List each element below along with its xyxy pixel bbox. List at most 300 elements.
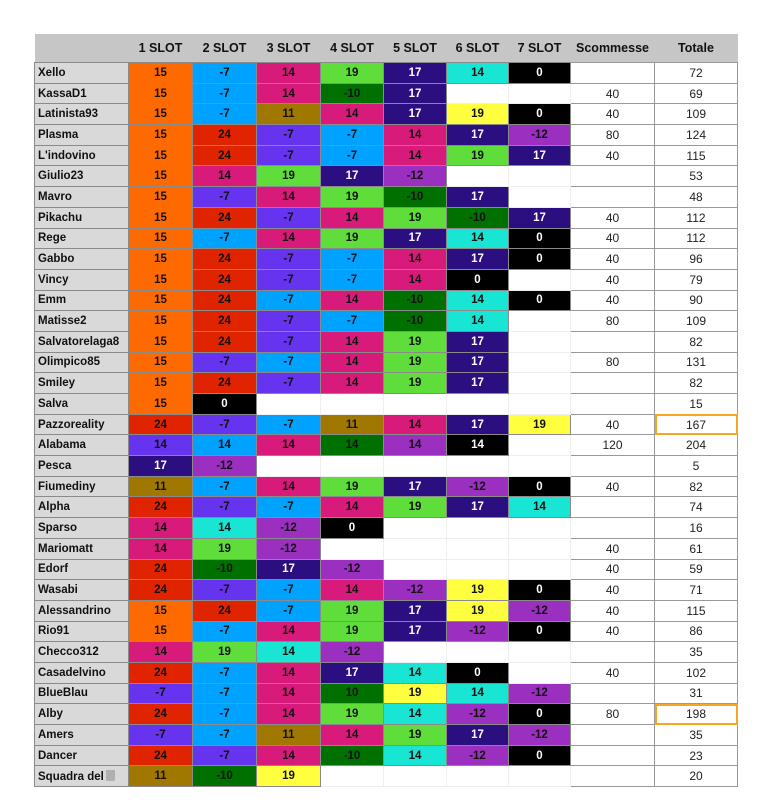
slot-cell: 15 xyxy=(129,249,193,270)
slot-cell: -12 xyxy=(384,580,447,601)
scommesse-cell xyxy=(571,394,655,415)
table-row xyxy=(35,456,738,477)
slot-cell: -12 xyxy=(447,621,509,642)
slot-cell: 15 xyxy=(129,621,193,642)
player-name xyxy=(35,456,129,477)
slot-cell: 24 xyxy=(129,704,193,725)
player-name xyxy=(35,662,129,683)
scommesse-cell xyxy=(571,497,655,518)
totale-cell: 69 xyxy=(655,83,738,104)
player-name xyxy=(35,207,129,228)
slot-cell: -7 xyxy=(129,725,193,746)
table-row xyxy=(35,352,738,373)
table-row xyxy=(35,394,738,415)
table-row xyxy=(35,580,738,601)
player-name xyxy=(35,331,129,352)
player-name-text: Pikachu xyxy=(38,211,83,224)
slot-cell: 14 xyxy=(384,414,447,435)
column-header: 1 SLOT xyxy=(129,34,193,63)
totale-cell: 74 xyxy=(655,497,738,518)
slot-cell-empty xyxy=(509,373,571,394)
slot-cell: -7 xyxy=(193,414,257,435)
slot-cell: -10 xyxy=(384,187,447,208)
scommesse-cell: 40 xyxy=(571,207,655,228)
slot-cell-empty xyxy=(447,642,509,663)
totale-cell: 82 xyxy=(655,331,738,352)
slot-cell: 17 xyxy=(509,145,571,166)
player-name xyxy=(35,621,129,642)
table-row xyxy=(35,538,738,559)
slot-cell: 15 xyxy=(129,228,193,249)
player-name-text: Mavro xyxy=(38,190,72,203)
table-row xyxy=(35,766,738,787)
slot-cell: 24 xyxy=(129,745,193,766)
slot-cell: 14 xyxy=(257,662,321,683)
totale-cell: 82 xyxy=(655,476,738,497)
slot-cell-empty xyxy=(384,394,447,415)
slot-cell: 14 xyxy=(384,704,447,725)
slot-cell: 19 xyxy=(321,476,384,497)
totale-cell: 90 xyxy=(655,290,738,311)
table-row xyxy=(35,683,738,704)
totale-cell: 112 xyxy=(655,207,738,228)
slot-cell: -7 xyxy=(193,704,257,725)
slot-cell: 14 xyxy=(384,745,447,766)
scommesse-cell: 40 xyxy=(571,249,655,270)
totale-cell: 131 xyxy=(655,352,738,373)
player-name-text: Mariomatt xyxy=(38,542,93,555)
totale-cell: 82 xyxy=(655,373,738,394)
slot-cell: -7 xyxy=(321,249,384,270)
slot-cell: 0 xyxy=(509,104,571,125)
player-name-text: Rio91 xyxy=(38,625,70,638)
slot-cell-empty xyxy=(509,352,571,373)
slot-cell-empty xyxy=(321,394,384,415)
slot-cell: 17 xyxy=(321,662,384,683)
slot-cell: 24 xyxy=(129,580,193,601)
slot-cell-empty xyxy=(447,559,509,580)
player-name-text: Squadra del xyxy=(38,770,104,783)
slot-cell: 0 xyxy=(509,290,571,311)
slot-cell: 11 xyxy=(129,476,193,497)
slot-cell: 14 xyxy=(509,497,571,518)
slot-cell: 14 xyxy=(257,476,321,497)
totale-cell: 102 xyxy=(655,662,738,683)
scommesse-cell: 40 xyxy=(571,104,655,125)
slot-cell-empty xyxy=(257,394,321,415)
slot-cell: -10 xyxy=(447,207,509,228)
slot-cell-empty xyxy=(384,456,447,477)
table-row xyxy=(35,518,738,539)
slot-cell: 19 xyxy=(257,166,321,187)
slot-cell: -7 xyxy=(193,228,257,249)
player-name xyxy=(35,538,129,559)
header-row xyxy=(35,34,738,63)
slot-cell: -7 xyxy=(193,683,257,704)
totale-cell: 79 xyxy=(655,269,738,290)
player-name xyxy=(35,125,129,146)
totale-cell: 31 xyxy=(655,683,738,704)
slot-cell: 15 xyxy=(129,269,193,290)
player-name xyxy=(35,725,129,746)
slot-cell-empty xyxy=(384,766,447,787)
slot-cell: -7 xyxy=(257,207,321,228)
slot-cell-empty xyxy=(447,394,509,415)
slot-cell: -7 xyxy=(321,311,384,332)
column-header: 5 SLOT xyxy=(384,34,447,63)
slot-cell: 14 xyxy=(129,538,193,559)
slot-cell: 24 xyxy=(193,207,257,228)
slot-cell: 19 xyxy=(321,63,384,84)
slot-cell: 14 xyxy=(384,662,447,683)
player-name xyxy=(35,497,129,518)
scommesse-cell xyxy=(571,187,655,208)
table-row xyxy=(35,207,738,228)
player-name-text: Alby xyxy=(38,708,63,721)
slot-cell: 17 xyxy=(257,559,321,580)
table-row xyxy=(35,63,738,84)
slot-cell-empty xyxy=(447,518,509,539)
slot-cell: 17 xyxy=(384,600,447,621)
slot-cell: 24 xyxy=(193,249,257,270)
slot-cell: 24 xyxy=(193,373,257,394)
slot-cell: 14 xyxy=(257,63,321,84)
slot-cell: 15 xyxy=(129,83,193,104)
table-row xyxy=(35,704,738,725)
slot-cell: 24 xyxy=(193,331,257,352)
slot-cell: 19 xyxy=(193,538,257,559)
slot-cell: 15 xyxy=(129,145,193,166)
player-name-text: Salvatorelaga8 xyxy=(38,335,120,348)
slot-cell: 15 xyxy=(129,600,193,621)
slot-cell-empty xyxy=(509,518,571,539)
slot-cell: 19 xyxy=(447,104,509,125)
slot-cell: -7 xyxy=(193,83,257,104)
scommesse-cell xyxy=(571,63,655,84)
scommesse-cell xyxy=(571,683,655,704)
slot-cell-empty xyxy=(509,435,571,456)
scommesse-cell: 40 xyxy=(571,414,655,435)
table-row xyxy=(35,311,738,332)
slot-cell: -7 xyxy=(193,352,257,373)
slot-cell: 14 xyxy=(257,704,321,725)
totale-cell: 59 xyxy=(655,559,738,580)
slot-cell-empty xyxy=(509,166,571,187)
slot-cell: -12 xyxy=(447,745,509,766)
slot-cell: 24 xyxy=(129,414,193,435)
scommesse-cell: 40 xyxy=(571,290,655,311)
table-row xyxy=(35,435,738,456)
slot-cell: 17 xyxy=(447,373,509,394)
slot-cell-empty xyxy=(509,456,571,477)
slot-cell: 14 xyxy=(129,642,193,663)
player-name xyxy=(35,600,129,621)
slot-cell: 0 xyxy=(509,228,571,249)
scommesse-cell xyxy=(571,456,655,477)
player-name-text: L'indovino xyxy=(38,149,96,162)
slot-cell: 24 xyxy=(193,290,257,311)
scommesse-cell: 40 xyxy=(571,600,655,621)
player-name-text: Gabbo xyxy=(38,253,75,266)
table-row xyxy=(35,290,738,311)
slot-cell: -12 xyxy=(257,538,321,559)
slot-cell: 14 xyxy=(193,518,257,539)
player-name xyxy=(35,476,129,497)
slot-cell: -12 xyxy=(509,125,571,146)
slot-cell: 14 xyxy=(257,642,321,663)
slot-cell: 0 xyxy=(509,476,571,497)
scommesse-cell: 40 xyxy=(571,83,655,104)
scommesse-cell: 40 xyxy=(571,538,655,559)
slot-cell: -7 xyxy=(257,497,321,518)
slot-cell: 17 xyxy=(384,228,447,249)
slot-cell: 24 xyxy=(193,600,257,621)
slot-cell: 19 xyxy=(447,580,509,601)
player-name-text: Dancer xyxy=(38,749,77,762)
slot-cell: 19 xyxy=(384,373,447,394)
player-name-text: Giulio23 xyxy=(38,170,84,183)
player-name-text: Amers xyxy=(38,728,74,741)
slot-cell: 11 xyxy=(129,766,193,787)
player-name xyxy=(35,269,129,290)
slot-cell: -7 xyxy=(321,145,384,166)
player-name-text: Emm xyxy=(38,294,67,307)
slot-cell: 15 xyxy=(129,207,193,228)
slot-cell: 14 xyxy=(257,621,321,642)
slot-cell: 14 xyxy=(321,497,384,518)
scommesse-cell: 40 xyxy=(571,580,655,601)
slot-cell: -12 xyxy=(447,704,509,725)
scommesse-cell xyxy=(571,518,655,539)
slot-cell: 24 xyxy=(129,662,193,683)
scommesse-cell xyxy=(571,166,655,187)
scommesse-cell: 120 xyxy=(571,435,655,456)
slot-cell-empty xyxy=(321,538,384,559)
slot-cell: -10 xyxy=(321,745,384,766)
slot-cell: 14 xyxy=(321,104,384,125)
player-name xyxy=(35,166,129,187)
slot-cell: 14 xyxy=(321,207,384,228)
slot-cell: 0 xyxy=(509,704,571,725)
slot-cell: -7 xyxy=(257,290,321,311)
slot-cell-empty xyxy=(447,766,509,787)
scommesse-cell xyxy=(571,745,655,766)
slot-cell-empty xyxy=(509,538,571,559)
slot-cell: 24 xyxy=(193,269,257,290)
player-name-text: Pazzoreality xyxy=(38,418,105,431)
table-row xyxy=(35,600,738,621)
player-name-text: Matisse2 xyxy=(38,315,87,328)
slot-cell: 14 xyxy=(129,518,193,539)
scommesse-cell: 80 xyxy=(571,125,655,146)
totale-cell: 86 xyxy=(655,621,738,642)
slot-cell-empty xyxy=(509,559,571,580)
slot-cell: -7 xyxy=(257,373,321,394)
totale-cell: 35 xyxy=(655,725,738,746)
slot-cell: 14 xyxy=(321,373,384,394)
totale-cell: 112 xyxy=(655,228,738,249)
column-header: 4 SLOT xyxy=(321,34,384,63)
slot-cell: -7 xyxy=(193,725,257,746)
player-name-text: Smiley xyxy=(38,377,76,390)
scommesse-cell: 80 xyxy=(571,352,655,373)
slot-cell-empty xyxy=(321,456,384,477)
player-name-text: Rege xyxy=(38,232,67,245)
slot-cell: 19 xyxy=(384,352,447,373)
player-name xyxy=(35,104,129,125)
scommesse-cell: 40 xyxy=(571,228,655,249)
column-header: 2 SLOT xyxy=(193,34,257,63)
slot-cell: -7 xyxy=(129,683,193,704)
player-name-text: Latinista93 xyxy=(38,108,99,121)
table-row xyxy=(35,125,738,146)
slot-cell: 14 xyxy=(257,745,321,766)
slot-cell: 14 xyxy=(193,435,257,456)
slot-cell: 15 xyxy=(129,373,193,394)
slot-cell-empty xyxy=(509,331,571,352)
slot-cell: 17 xyxy=(384,83,447,104)
table-row xyxy=(35,269,738,290)
totale-cell: 48 xyxy=(655,187,738,208)
slot-cell: 24 xyxy=(193,311,257,332)
slot-cell: -7 xyxy=(193,745,257,766)
slot-cell: 15 xyxy=(129,187,193,208)
slot-cell: 19 xyxy=(384,207,447,228)
slot-cell: 14 xyxy=(321,725,384,746)
slot-cell: 24 xyxy=(193,125,257,146)
slot-cell: -10 xyxy=(193,766,257,787)
slot-cell: 15 xyxy=(129,394,193,415)
table-row xyxy=(35,745,738,766)
slot-cell: -12 xyxy=(447,476,509,497)
slot-cell: 17 xyxy=(384,63,447,84)
totale-cell: 115 xyxy=(655,600,738,621)
player-name xyxy=(35,414,129,435)
scommesse-cell: 40 xyxy=(571,145,655,166)
slot-cell-empty xyxy=(509,766,571,787)
slot-cell: -7 xyxy=(193,580,257,601)
scommesse-cell: 40 xyxy=(571,476,655,497)
slot-cell-empty xyxy=(509,311,571,332)
slot-cell: 15 xyxy=(129,166,193,187)
slot-cell: -12 xyxy=(509,683,571,704)
player-name-text: Alabama xyxy=(38,439,86,452)
slot-cell: -7 xyxy=(321,125,384,146)
slot-cell-empty xyxy=(384,538,447,559)
slot-cell: 19 xyxy=(509,414,571,435)
slot-cell: 15 xyxy=(129,104,193,125)
player-name xyxy=(35,290,129,311)
slot-cell: 15 xyxy=(129,290,193,311)
totale-cell: 71 xyxy=(655,580,738,601)
slot-cell: 17 xyxy=(447,331,509,352)
totale-cell: 96 xyxy=(655,249,738,270)
slot-cell: 14 xyxy=(447,311,509,332)
slot-cell-empty xyxy=(384,642,447,663)
totale-cell: 167 xyxy=(655,414,738,435)
scoreboard-table xyxy=(34,34,738,787)
slot-cell: 14 xyxy=(384,269,447,290)
column-header: 3 SLOT xyxy=(257,34,321,63)
slot-cell: 14 xyxy=(384,145,447,166)
table-row xyxy=(35,559,738,580)
slot-cell-empty xyxy=(509,269,571,290)
slot-cell: 19 xyxy=(384,683,447,704)
player-name xyxy=(35,642,129,663)
slot-cell-empty xyxy=(384,518,447,539)
slot-cell-empty xyxy=(447,166,509,187)
player-name-text: Alpha xyxy=(38,501,70,514)
slot-cell: 17 xyxy=(384,621,447,642)
slot-cell-empty xyxy=(509,642,571,663)
slot-cell: -7 xyxy=(257,269,321,290)
player-name-text: Xello xyxy=(38,66,66,79)
slot-cell: 0 xyxy=(193,394,257,415)
table-row xyxy=(35,249,738,270)
player-name xyxy=(35,145,129,166)
table-row xyxy=(35,166,738,187)
totale-cell: 53 xyxy=(655,166,738,187)
slot-cell: -12 xyxy=(509,600,571,621)
slot-cell: -7 xyxy=(257,414,321,435)
table-row xyxy=(35,725,738,746)
slot-cell: 17 xyxy=(384,476,447,497)
table-row xyxy=(35,621,738,642)
table-body xyxy=(35,63,738,787)
player-name xyxy=(35,766,129,787)
slot-cell-empty xyxy=(509,83,571,104)
player-name-text: Vincy xyxy=(38,273,69,286)
slot-cell-empty xyxy=(509,662,571,683)
totale-cell: 61 xyxy=(655,538,738,559)
scommesse-cell xyxy=(571,331,655,352)
slot-cell: 19 xyxy=(321,704,384,725)
slot-cell: 0 xyxy=(509,249,571,270)
slot-cell: 14 xyxy=(193,166,257,187)
slot-cell: 17 xyxy=(447,249,509,270)
totale-cell: 124 xyxy=(655,125,738,146)
slot-cell: 14 xyxy=(321,435,384,456)
table-row xyxy=(35,228,738,249)
slot-cell: 17 xyxy=(384,104,447,125)
player-name-text: Fiumediny xyxy=(38,480,96,493)
column-header: 6 SLOT xyxy=(447,34,509,63)
player-name-text: Plasma xyxy=(38,128,79,141)
slot-cell: 0 xyxy=(321,518,384,539)
slot-cell: -7 xyxy=(193,476,257,497)
slot-cell: 17 xyxy=(509,207,571,228)
scommesse-cell xyxy=(571,373,655,394)
slot-cell: 14 xyxy=(447,435,509,456)
slot-cell: -7 xyxy=(193,187,257,208)
slot-cell: -7 xyxy=(193,621,257,642)
table-row xyxy=(35,331,738,352)
player-name xyxy=(35,83,129,104)
slot-cell: 14 xyxy=(447,683,509,704)
slot-cell: -7 xyxy=(257,125,321,146)
slot-cell: 14 xyxy=(384,249,447,270)
slot-cell: 19 xyxy=(447,600,509,621)
table-row xyxy=(35,145,738,166)
slot-cell: 19 xyxy=(321,600,384,621)
player-name-text: Edorf xyxy=(38,563,69,576)
slot-cell: 14 xyxy=(257,228,321,249)
player-name xyxy=(35,352,129,373)
player-name xyxy=(35,187,129,208)
slot-cell-empty xyxy=(509,187,571,208)
scommesse-cell xyxy=(571,766,655,787)
player-name-text: BlueBlau xyxy=(38,687,88,700)
